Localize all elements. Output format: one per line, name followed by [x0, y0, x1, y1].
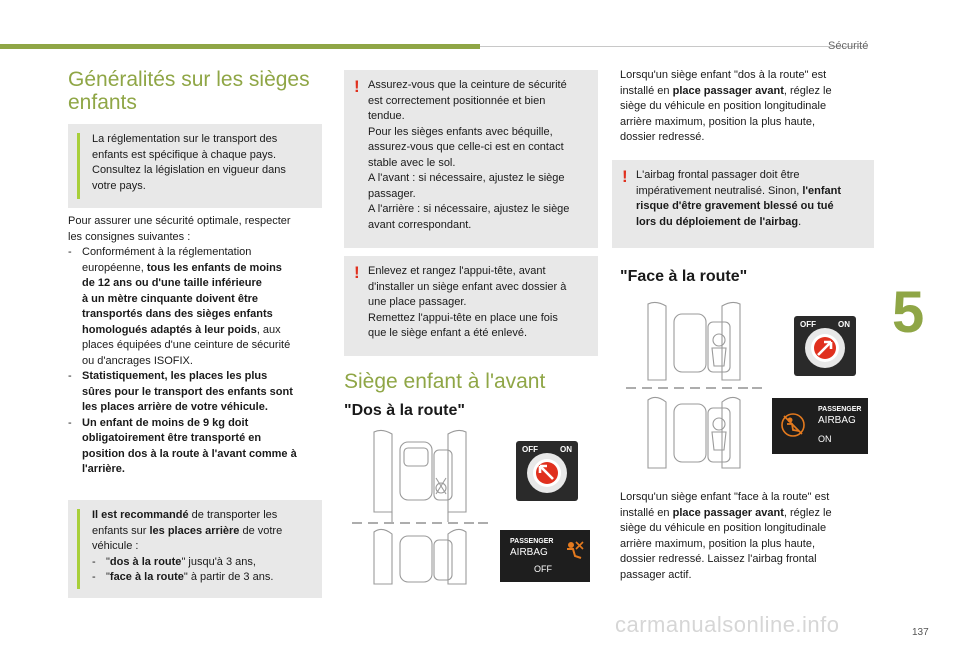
text-line: obligatoirement être transporté en: [82, 432, 262, 444]
warning-note-headrest: [344, 256, 598, 356]
text-line: les places arrière de votre véhicule.: [82, 401, 268, 413]
text-line: assurez-vous que celle-ci est en contact: [368, 141, 564, 153]
text-line: La réglementation sur le transport des: [92, 133, 278, 145]
header-rule: [480, 46, 868, 47]
text-line: stable avec le sol.: [368, 156, 456, 169]
text-line: avant correspondant.: [368, 218, 472, 231]
rear-facing-instructions: Lorsqu'un siège enfant "dos à la route" est installé en place passager avant, réglez le siège du véhicule en position longitudinale arrière maximum, position la plus haute, dossier redressé.: [620, 68, 880, 146]
info-note-text: [92, 132, 314, 194]
text-line: siège du véhicule en position longitudinale: [620, 522, 827, 534]
text-line: dossier redressé. Laissez l'airbag frontal: [620, 553, 817, 565]
list-item: - Conformément à la réglementation européenne, tous les enfants de moins de 12 ans ou d'une taille inférieure à un mètre cinquante doivent être transportés dans des sièges enfants homologués adaptés à leur poids, aux places équipées d'une ceinture de sécurité ou d'ancrages ISOFIX.: [68, 245, 330, 369]
text-line: dossier redressé.: [620, 131, 705, 143]
text-line: d'installer un siège enfant avec dossier à: [368, 280, 567, 293]
text-line: transportés dans des sièges enfants: [82, 308, 273, 320]
passenger-airbag-off-lamp: PASSENGER AIRBAG OFF: [500, 530, 590, 582]
text-line: Enlevez et rangez l'appui-tête, avant: [368, 265, 546, 277]
text-line: position dos à la route à l'avant comme à: [82, 447, 297, 460]
warning-note-text: [368, 78, 590, 233]
text-line: Remettez l'appui-tête en place une fois: [368, 311, 558, 324]
passenger-airbag-on-lamp: PASSENGER AIRBAG ON: [772, 398, 868, 454]
warning-note-text: [368, 264, 590, 342]
text-line: arrière maximum, position la plus haute,: [620, 115, 816, 128]
text-line: l'arrière.: [82, 463, 125, 475]
text-line: Statistiquement, les places les plus: [82, 370, 268, 382]
airbag-off-symbol-icon: [564, 540, 584, 562]
warning-icon: !: [354, 263, 360, 282]
car-interior-rear-facing-illustration: [352, 428, 488, 586]
text-line: arrière maximum, position la plus haute,: [620, 537, 816, 550]
text-line: enfants est spécifique à chaque pays.: [92, 148, 277, 161]
info-note-recommendation: [68, 500, 322, 598]
airbag-switch-on-icon: OFF ON: [794, 316, 856, 376]
warning-note-airbag: [612, 160, 874, 248]
text-line: de 12 ans ou d'une taille inférieure: [82, 277, 262, 289]
text-line: Un enfant de moins de 9 kg doit: [82, 416, 249, 429]
chapter-number: 5: [892, 280, 925, 345]
text-line: passager.: [368, 187, 416, 200]
text-line: est correctement positionnée et bien: [368, 94, 546, 107]
section-label: Sécurité: [828, 40, 869, 52]
text-line: Assurez-vous que la ceinture de sécurité: [368, 79, 567, 91]
text-line: Pour les sièges enfants avec béquille,: [368, 125, 553, 138]
text-line: passager actif.: [620, 568, 692, 581]
warning-icon: !: [622, 167, 628, 186]
text-line: tendue.: [368, 110, 405, 122]
info-note-text: Il est recommandé de transporter les enfants sur les places arrière de votre véhicule : - "dos à la route" jusqu'à 3 ans, - "face à la route" à partir de 3 ans.: [92, 509, 283, 583]
warning-note-belt: [344, 70, 598, 248]
page-number: 137: [912, 627, 929, 638]
text-line: à un mètre cinquante doivent être: [82, 292, 259, 305]
airbag-on-symbol-icon: [780, 412, 806, 438]
watermark: carmanualsonline.info: [615, 612, 840, 637]
text-line: A l'arrière : si nécessaire, ajustez le siège: [368, 203, 570, 215]
info-bar: [77, 133, 80, 199]
text-line: A l'avant : si nécessaire, ajustez le siège: [368, 172, 565, 184]
car-interior-forward-facing-illustration: [626, 300, 762, 470]
page-title: Généralités sur les sièges enfants: [68, 68, 310, 114]
header-accent-bar: [0, 44, 480, 49]
forward-facing-instructions: Lorsqu'un siège enfant "face à la route" est installé en place passager avant, réglez le siège du véhicule en position longitudinale arrière maximum, position la plus haute, dossier redressé. Laissez l'airbag frontal passager actif.: [620, 490, 880, 583]
text-line: votre pays.: [92, 179, 146, 192]
intro-text: Pour assurer une sécurité optimale, respecter les consignes suivantes : - Conformément à la réglementation européenne, tous les enfants de moins de 12 ans ou d'une taille inférieure à un mètre cinquante doivent être transportés dans des sièges enfants homologués adaptés à leur poids, aux places équipées d'une ceinture de sécurité ou d'ancrages ISOFIX. - Statistiquement, les places les plus sûres pour le transport des enfants sont les places arrière de votre véhicule. - Un enfant de moins de 9 kg doit obligatoirement être transporté en position dos à la route à l'avant comme à l'arrière.: [68, 214, 330, 478]
section-title-front-seat: Siège enfant à l'avant: [344, 370, 546, 393]
info-bar: [77, 509, 80, 589]
info-note-regulation: [68, 124, 322, 208]
airbag-switch-off-icon: OFF ON: [516, 441, 578, 501]
text-line: ou d'ancrages ISOFIX.: [82, 354, 193, 367]
text-line: places équipées d'une ceinture de sécurité: [82, 339, 291, 351]
list-item: - Statistiquement, les places les plus sûres pour le transport des enfants sont les places arrière de votre véhicule.: [68, 369, 330, 416]
text-line: siège du véhicule en position longitudinale: [620, 100, 827, 112]
subtitle-rear-facing: "Dos à la route": [344, 402, 465, 419]
warning-note-text: L'airbag frontal passager doit être impérativement neutralisé. Sinon, l'enfant risque d'être gravement blessé ou tué lors du déploiement de l'airbag.: [636, 169, 841, 228]
warning-icon: !: [354, 77, 360, 96]
text-line: Consultez la législation en vigueur dans: [92, 164, 286, 176]
text-line: sûres pour le transport des enfants sont: [82, 385, 293, 398]
text-line: que le siège enfant a été enlevé.: [368, 327, 528, 339]
text-line: une place passager.: [368, 296, 467, 308]
subtitle-forward-facing: "Face à la route": [620, 268, 748, 285]
list-item: - Un enfant de moins de 9 kg doit obligatoirement être transporté en position dos à la route à l'avant comme à l'arrière.: [68, 416, 330, 478]
